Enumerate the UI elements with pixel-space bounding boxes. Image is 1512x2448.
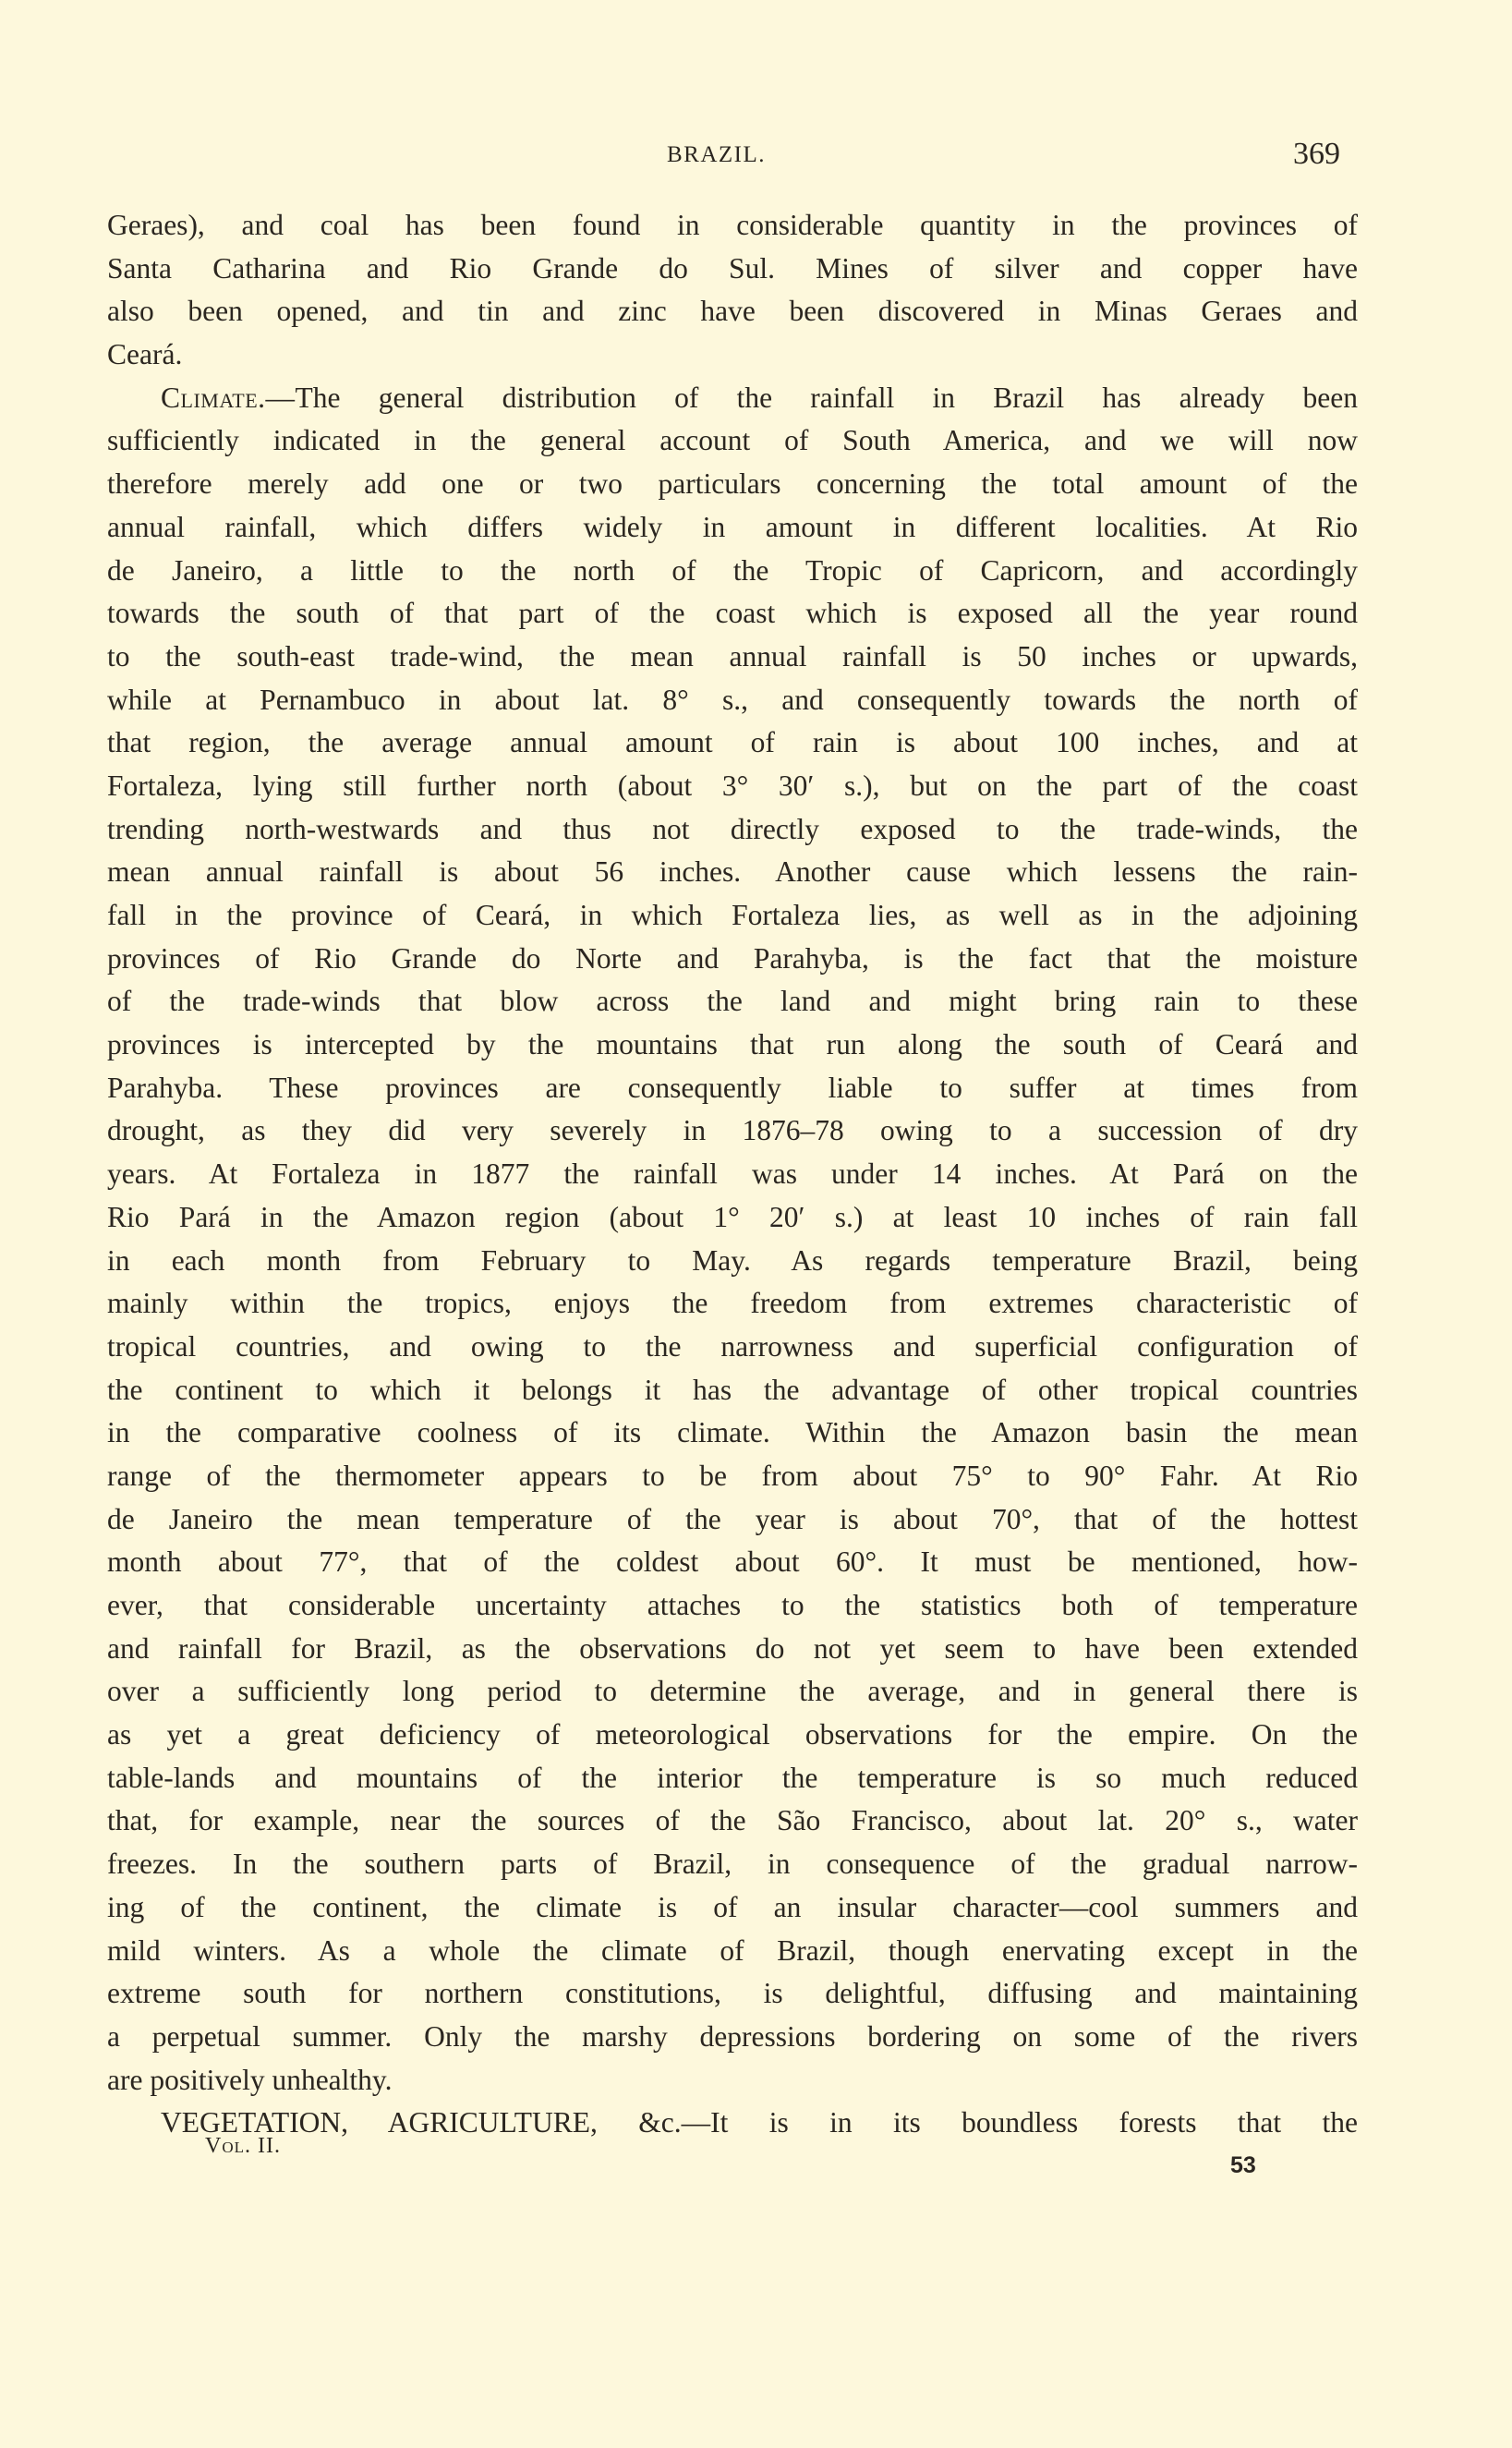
text-line: in each month from February to May. As regards temperature Brazil, being [107,1243,1358,1277]
text-line: therefore merely add one or two particulars concerning the total amount of the [107,467,1358,501]
text-line: of the trade-winds that blow across the land and might bring rain to these [107,985,1358,1018]
text-line: de Janeiro, a little to the north of the Tropic of Capricorn, and accordingly [107,553,1358,587]
text-line: month about 77°, that of the coldest about 60°. It must be mentioned, how- [107,1545,1358,1579]
text-line: in the comparative coolness of its climate. Within the Amazon basin the mean [107,1416,1358,1449]
text-line: Santa Catharina and Rio Grande do Sul. Mines of silver and copper have [107,251,1358,285]
text-line: Rio Pará in the Amazon region (about 1° 20′ s.) at least 10 inches of rain fall [107,1200,1358,1233]
climate-paragraph-first-line [107,377,1358,420]
text-line: ever, that considerable uncertainty attaches to the statistics both of temperature [107,1589,1358,1621]
text-line: extreme south for northern constitutions, is delightful, diffusing and maintaining [107,1977,1358,2010]
volume-label: Vol. II. [205,2134,281,2158]
text-line: mild winters. As a whole the climate of Brazil, though enervating except in the [107,1933,1358,1967]
climate-heading: Climate.— [161,381,296,414]
page-footer [0,2134,1512,2189]
running-title: BRAZIL. [667,142,767,167]
text-line: mainly within the tropics, enjoys the freedom from extremes characteristic of [107,1287,1358,1320]
text-line: years. At Fortaleza in 1877 the rainfall was under 14 inches. At Pará on the [107,1157,1358,1191]
page-number: 369 [1293,137,1340,171]
text-line: over a sufficiently long period to determine the average, and in general there is [107,1675,1358,1708]
vegetation-heading: VEGETATION, AGRICULTURE, &c.— [161,2106,711,2139]
text-line: table-lands and mountains of the interior the temperature is so much reduced [107,1761,1358,1794]
text-line: mean annual rainfall is about 56 inches. Another cause which lessens the rain- [107,855,1358,889]
text-line: the continent to which it belongs it has the advantage of other tropical countries [107,1373,1358,1406]
text-line: tropical countries, and owing to the narrowness and superficial configuration of [107,1329,1358,1363]
signature-mark: 53 [1230,2152,1256,2178]
text-line: are positively unhealthy. [107,2063,393,2096]
text-line: to the south-east trade-wind, the mean annual rainfall is 50 inches or upwards, [107,639,1358,673]
text-line: towards the south of that part of the coast which is exposed all the year round [107,597,1358,630]
text-line: It is in its boundless forests that the [710,2106,1358,2139]
text-line: provinces of Rio Grande do Norte and Parahyba, is the fact that the moisture [107,941,1358,975]
text-line: that region, the average annual amount of rain is about 100 inches, and at [107,726,1358,759]
text-line: sufficiently indicated in the general account of South America, and we will now [107,424,1358,457]
text-line: Fortaleza, lying still further north (about 3° 30′ s.), but on the part of the coast [107,769,1358,802]
text-line: annual rainfall, which differs widely in amount in different localities. At Rio [107,510,1358,543]
text-line: The general distribution of the rainfall in Brazil has already been [295,381,1358,414]
text-line: a perpetual summer. Only the marshy depressions bordering on some of the rivers [107,2019,1358,2053]
text-line: ing of the continent, the climate is of an insular character—cool summers and [107,1890,1358,1923]
text-line: freezes. In the southern parts of Brazil, in consequence of the gradual narrow- [107,1848,1358,1881]
text-line: drought, as they did very severely in 1876–78 owing to a succession of dry [107,1114,1358,1147]
text-line: while at Pernambuco in about lat. 8° s., and consequently towards the north of [107,683,1358,716]
text-line: that, for example, near the sources of the São Francisco, about lat. 20° s., water [107,1804,1358,1837]
text-line: fall in the province of Ceará, in which Fortaleza lies, as well as in the adjoining [107,899,1358,931]
text-line: also been opened, and tin and zinc have been discovered in Minas Geraes and [107,295,1358,328]
text-line: and rainfall for Brazil, as the observations do not yet seem to have been extended [107,1631,1358,1665]
text-line: Geraes), and coal has been found in considerable quantity in the provinces of [107,209,1358,241]
text-line: range of the thermometer appears to be from about 75° to 90° Fahr. At Rio [107,1459,1358,1492]
text-line: de Janeiro the mean temperature of the year is about 70°, that of the hottest [107,1502,1358,1535]
text-line: as yet a great deficiency of meteorological observations for the empire. On the [107,1718,1358,1751]
text-line: Parahyba. These provinces are consequently liable to suffer at times from [107,1071,1358,1104]
text-line: trending north-westwards and thus not directly exposed to the trade-winds, the [107,812,1358,845]
text-line: provinces is intercepted by the mountains that run along the south of Ceará and [107,1028,1358,1061]
body-text [107,204,1358,2145]
text-line: Ceará. [107,338,183,371]
running-head [0,137,1512,174]
